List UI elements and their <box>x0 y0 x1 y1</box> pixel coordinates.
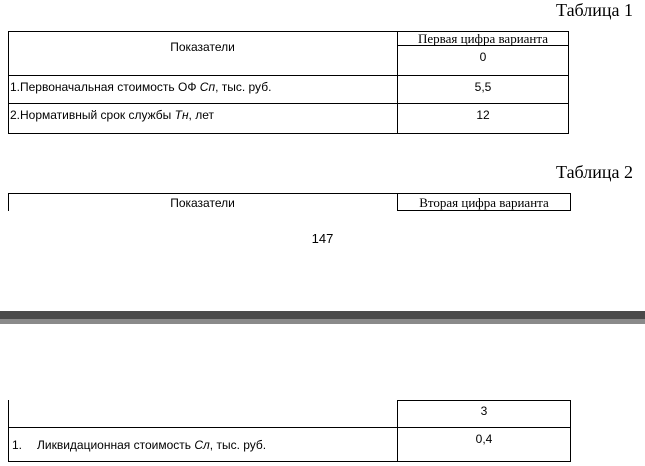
table2-row-1-value: 0,4 <box>475 432 493 446</box>
table1-row-2-value: 12 <box>476 108 490 122</box>
table2-header-indicators: Показатели <box>170 196 235 210</box>
table2-variant-number: 3 <box>480 404 488 418</box>
table1-row-1-label: 1.Первоначальная стоимость ОФ Сп, тыс. руб. <box>10 80 272 94</box>
page-number: 147 <box>311 231 334 246</box>
table2-header-variant: Вторая цифра варианта <box>419 195 549 210</box>
table1-header-variant: Первая цифра варианта <box>417 31 548 46</box>
table1-row-1-value: 5,5 <box>474 80 492 94</box>
page-break <box>0 311 645 319</box>
page-break-shadow <box>0 319 645 324</box>
table1-row-2-label: 2.Нормативный срок службы Тн, лет <box>10 108 214 122</box>
table2-row-1-number: 1. <box>12 438 23 452</box>
table1-variant-number: 0 <box>479 50 487 64</box>
table1-caption: Таблица 1 <box>556 0 633 20</box>
table1-header-indicators: Показатели <box>170 40 235 54</box>
table2-row-1-label: Ликвидационная стоимость Сл, тыс. руб. <box>37 438 267 452</box>
table2-caption: Таблица 2 <box>556 162 633 182</box>
